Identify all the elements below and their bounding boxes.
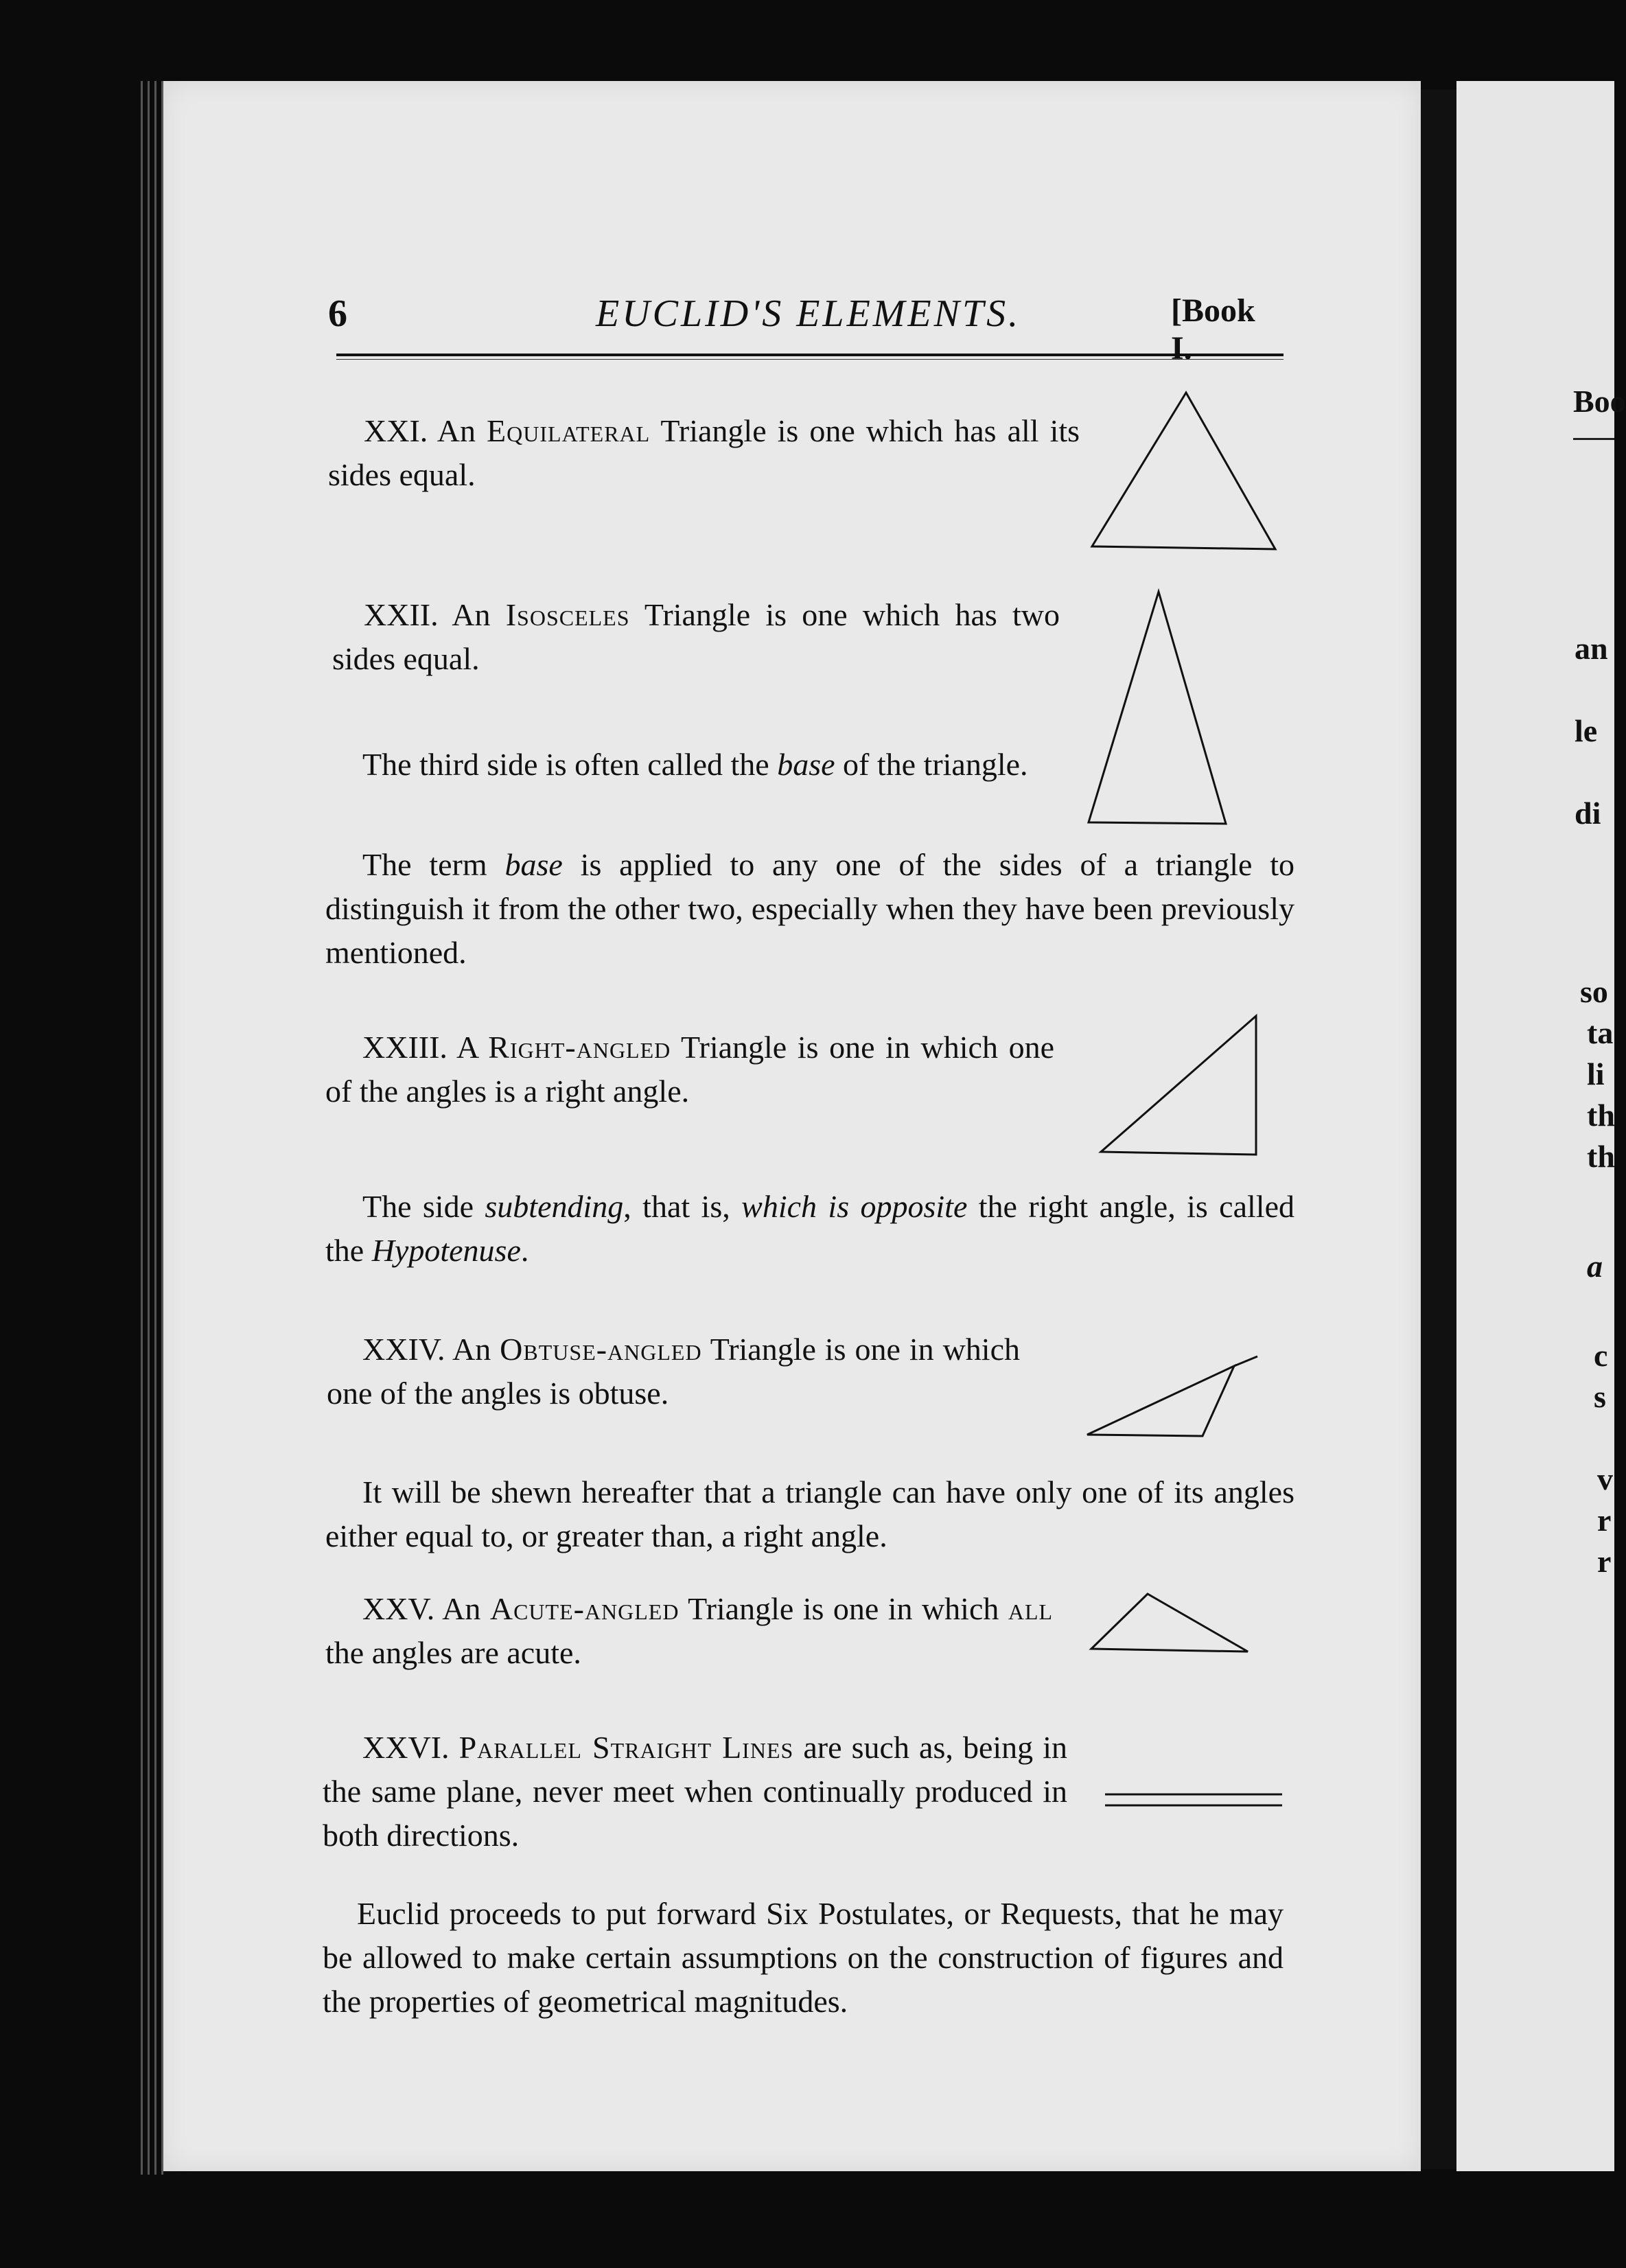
definition-label: XXV.: [362, 1591, 435, 1626]
definition-term: Equilateral: [487, 413, 651, 448]
definition-term: Isosceles: [505, 597, 630, 632]
note-hypotenuse: [325, 1185, 1294, 1273]
note-shewn: [325, 1470, 1294, 1558]
definition-emphasis: all: [1008, 1591, 1054, 1626]
definition-term: Acute-angled: [489, 1591, 680, 1626]
note-base: [328, 743, 1056, 787]
page-number: 6: [328, 292, 347, 335]
definition-text: An: [452, 1332, 491, 1367]
right-page-text: th: [1587, 1098, 1615, 1133]
right-page-text: Boo: [1573, 384, 1626, 419]
definition-text: Triangle is one which has two sides equal.: [332, 597, 1060, 676]
right-page-text: s: [1594, 1379, 1606, 1414]
definition-label: XXIII.: [362, 1030, 448, 1065]
right-page-text: so: [1580, 974, 1608, 1009]
right-page-fragment: [1456, 81, 1626, 2171]
right-page-text: a: [1587, 1249, 1603, 1284]
definition-text: the angles are acute.: [325, 1635, 581, 1670]
definition-text: Triangle is one in which: [688, 1591, 999, 1626]
right-page-text: an: [1575, 631, 1608, 666]
definition-xxv: [325, 1587, 1053, 1675]
right-page-text: ta: [1587, 1015, 1614, 1050]
right-page-text: th: [1587, 1139, 1615, 1174]
right-page-text: le: [1575, 713, 1598, 748]
header-rule: [336, 354, 1284, 356]
definition-text: Triangle is one in which one of the angles is obtuse.: [327, 1332, 1021, 1411]
definition-text: are such as, being in the same plane, never meet when continually produced in both directions.: [323, 1730, 1068, 1853]
note-text: of the triangle.: [843, 747, 1028, 782]
note-emphasis: Hypotenuse: [371, 1233, 521, 1268]
note-text: Euclid proceeds to put forward Six Postulates, or Requests, that he may be allowed to make certain assumptions on the construction of figures and the properties of geometrical magnitudes.: [323, 1896, 1284, 2019]
definition-term: Right-angled: [488, 1030, 671, 1065]
note-emphasis: subtending: [485, 1189, 624, 1224]
definition-text: An: [442, 1591, 481, 1626]
right-page-text: v: [1597, 1461, 1613, 1496]
note-text: , that is,: [623, 1189, 730, 1224]
note-text: the right angle, is called the: [325, 1189, 1294, 1268]
definition-xxvi: [323, 1726, 1067, 1858]
note-emphasis: base: [777, 747, 835, 782]
definition-xxii: [332, 593, 1060, 681]
note-text: It will be shewn hereafter that a triangle can have only one of its angles either equal to, or greater than, a right angle.: [325, 1474, 1294, 1553]
definition-label: XXIV.: [362, 1332, 445, 1367]
definition-text: An: [452, 597, 491, 632]
note-text: The term: [362, 847, 487, 882]
definition-text: Triangle is one in which one of the angles is a right angle.: [325, 1030, 1054, 1109]
note-postulates: [323, 1892, 1284, 2024]
note-text: The side: [362, 1189, 474, 1224]
note-text: is applied to any one of the sides of a triangle to distinguish it from the other two, especially when they have been previously mentioned.: [325, 847, 1295, 970]
definition-text: A: [456, 1030, 478, 1065]
definition-term: Parallel Straight Lines: [458, 1730, 794, 1765]
note-emphasis: which is opposite: [741, 1189, 968, 1224]
definition-label: XXVI.: [362, 1730, 450, 1765]
definition-text: An: [437, 413, 476, 448]
right-page-text: r: [1597, 1503, 1612, 1538]
note-emphasis: base: [504, 847, 563, 882]
right-page-text: di: [1575, 796, 1601, 831]
book-reference: [Book I.: [1171, 292, 1255, 367]
header-rule-thin: [336, 359, 1284, 360]
definition-xxi: [328, 409, 1080, 497]
note-term-base: [325, 843, 1294, 975]
definition-text: Triangle is one which has all its sides equal.: [328, 413, 1080, 492]
definition-label: XXII.: [364, 597, 439, 632]
definition-term: Obtuse-angled: [500, 1332, 702, 1367]
running-title: EUCLID'S ELEMENTS.: [596, 292, 1021, 335]
note-text: The third side is often called the: [362, 747, 769, 782]
book-gutter: [1421, 89, 1456, 2169]
definition-xxiii: [325, 1026, 1054, 1113]
definition-xxiv: [327, 1328, 1020, 1415]
right-page-text: r: [1597, 1544, 1612, 1579]
note-text: .: [520, 1233, 529, 1268]
right-page-text: c: [1594, 1338, 1608, 1373]
running-header: [328, 292, 1282, 367]
left-page: [163, 81, 1421, 2171]
definition-label: XXI.: [364, 413, 428, 448]
right-page-text: li: [1587, 1056, 1605, 1091]
right-page-rule: [1573, 438, 1614, 440]
